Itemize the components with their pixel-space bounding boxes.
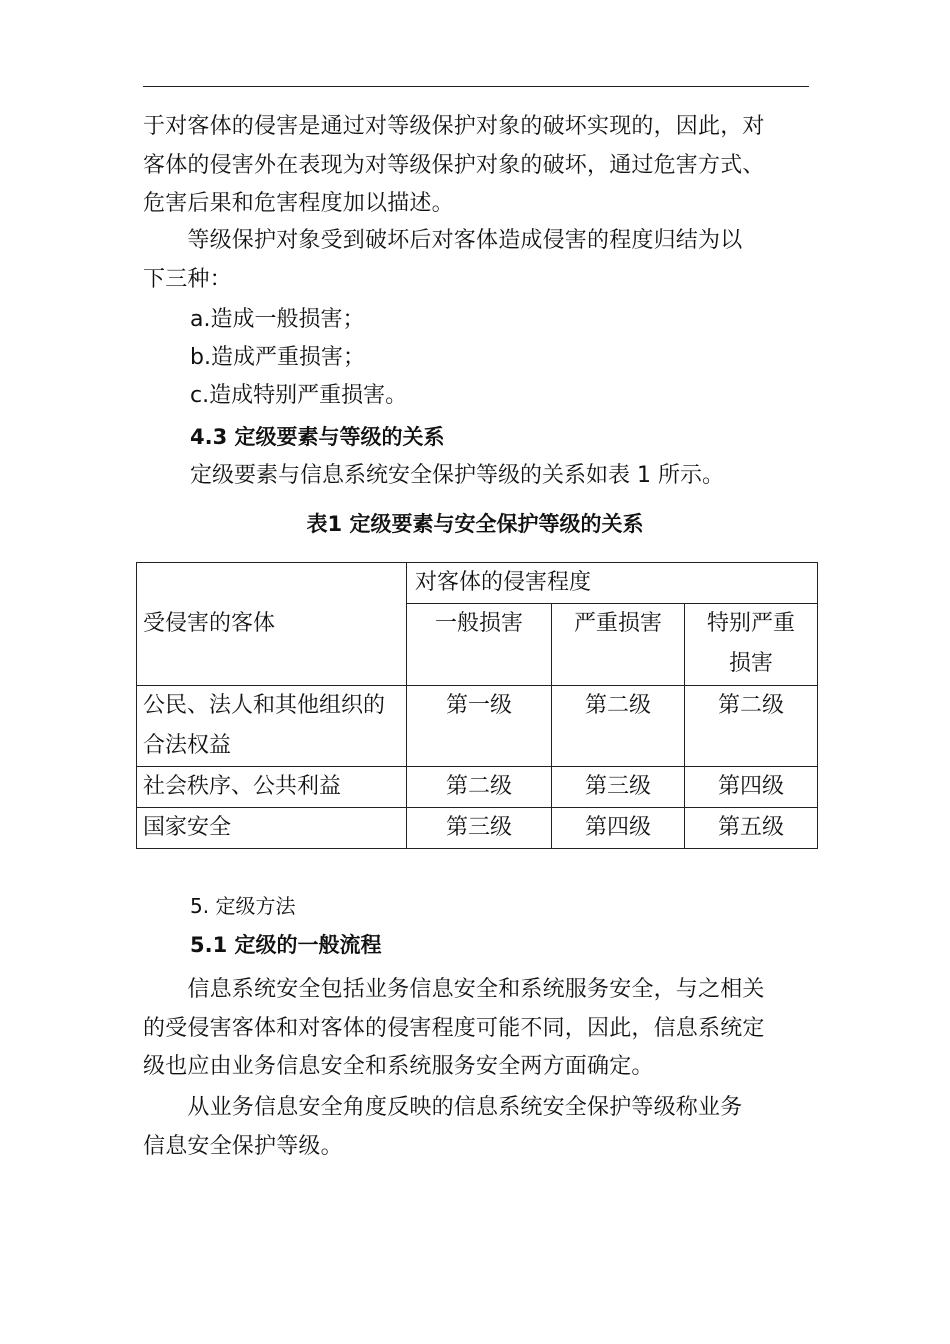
grade-cell: 第一级 [407,686,552,767]
table-caption: 表1 定级要素与安全保护等级的关系 [306,512,644,536]
text-line: 的受侵害客体和对客体的侵害程度可能不同，因此，信息系统定 [143,1015,765,1041]
grade-cell: 第四级 [685,767,818,808]
paragraph-business-info [143,1089,813,1166]
list-item: a.造成一般损害； [190,307,365,332]
text-line: 危害后果和危害程度加以描述。 [143,191,454,216]
paragraph-aspects [143,971,813,1087]
list-item: c.造成特别严重损害。 [190,383,408,408]
table-row [137,686,818,767]
object-cell: 公民、法人和其他组织的合法权益 [137,686,407,767]
paragraph-table-ref: 定级要素与信息系统安全保护等级的关系如表 1 所示。 [190,463,724,488]
text-line: 从业务信息安全角度反映的信息系统安全保护等级称业务 [143,1095,743,1120]
list-item: b.造成严重损害； [190,345,365,370]
col-header-general: 一般损害 [407,604,552,686]
grade-cell: 第二级 [552,686,685,767]
text-line: 客体的侵害外在表现为对等级保护对象的破坏，通过危害方式、 [143,152,765,178]
col-header-especially-serious: 特别严重 损害 [685,604,818,686]
header-rule [143,86,809,87]
text-line: 级也应由业务信息安全和系统服务安全两方面确定。 [143,1054,654,1079]
grade-cell: 第四级 [552,808,685,849]
table-row [137,767,818,808]
text-line: 于对客体的侵害是通过对等级保护对象的破坏实现的，因此，对 [143,114,765,139]
paragraph-degrees [143,222,813,299]
col-header-serious: 严重损害 [552,604,685,686]
paragraph-intro [143,108,813,224]
text-line: 下三种： [143,266,232,292]
text-line: 等级保护对象受到破坏后对客体造成侵害的程度归结为以 [143,228,743,253]
grade-cell: 第二级 [685,686,818,767]
col-group-header: 对客体的侵害程度 [407,563,818,604]
table-row [137,808,818,849]
section-heading-5: 5. 定级方法 [190,894,296,918]
object-cell: 国家安全 [137,808,407,849]
relation-table [136,562,818,849]
text-line: 信息安全保护等级。 [143,1133,343,1159]
grade-cell: 第三级 [407,808,552,849]
row-header-object: 受侵害的客体 [137,563,407,686]
text-line: 信息系统安全包括业务信息安全和系统服务安全，与之相关 [143,977,765,1002]
grade-cell: 第三级 [552,767,685,808]
section-heading-4-3: 4.3 定级要素与等级的关系 [190,425,445,449]
section-heading-5-1: 5.1 定级的一般流程 [190,933,382,957]
object-cell: 社会秩序、公共利益 [137,767,407,808]
grade-cell: 第二级 [407,767,552,808]
grade-cell: 第五级 [685,808,818,849]
